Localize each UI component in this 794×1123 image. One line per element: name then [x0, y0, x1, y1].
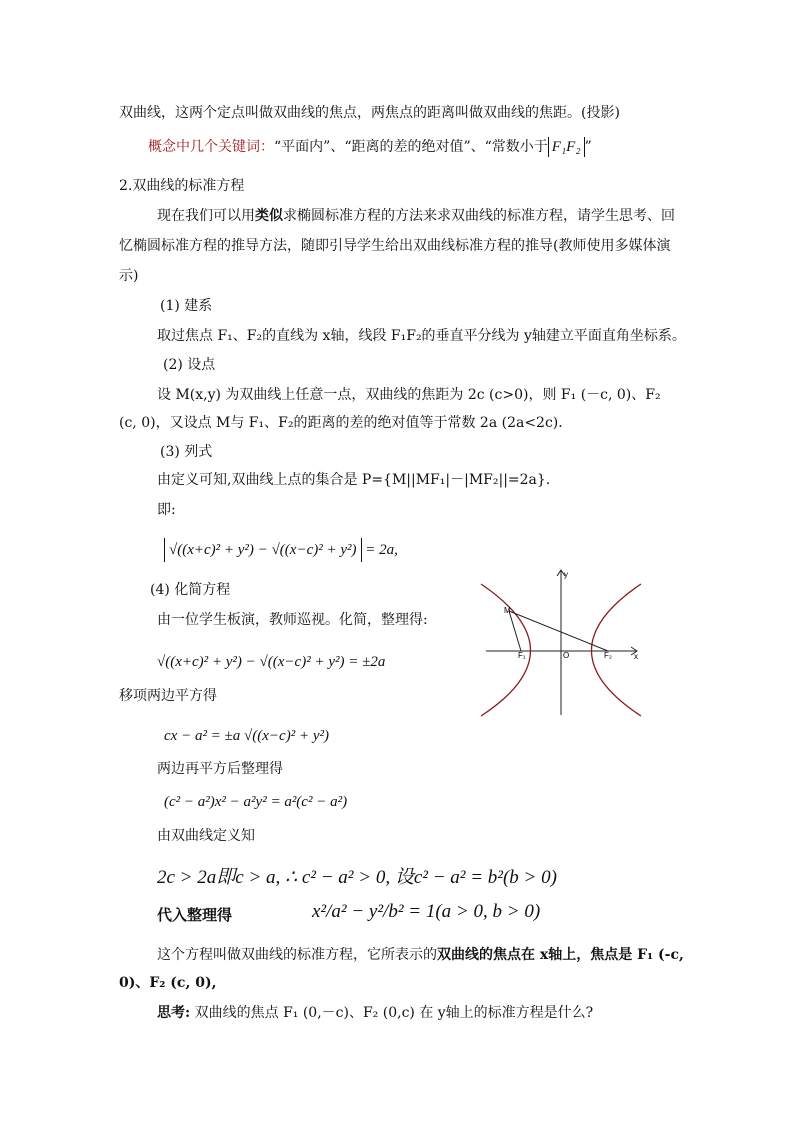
keywords-label: 概念中几个关键词： — [148, 139, 274, 155]
para-intro-line2 — [119, 236, 670, 256]
conclusion-text-bold: 双曲线的焦点在 x轴上，焦点是 F₁ (-c, — [437, 947, 684, 963]
equation-1-term-a: √((x+c)² + y²) — [169, 542, 254, 558]
step2-label: (2) 设点 — [163, 357, 216, 373]
intro-text-line3: 示) — [119, 268, 139, 284]
step3-text — [157, 470, 550, 490]
intro-text-a: 现在我们可以用 — [157, 208, 255, 224]
equation-1 — [164, 538, 398, 562]
step3-label: (3) 列式 — [160, 444, 213, 460]
definition-know-content: 由双曲线定义知 — [157, 828, 255, 844]
equation-5 — [157, 866, 557, 890]
equation-1-rhs: = 2a, — [365, 542, 398, 558]
section-heading-2 — [119, 176, 244, 196]
equation-6-text: x²/a² − y²/b² = 1(a > 0, b > 0) — [312, 901, 541, 922]
step3-ji-text: 即: — [157, 502, 176, 518]
step1-label: (1) 建系 — [160, 298, 213, 314]
think-question — [157, 1003, 593, 1023]
think-text: 双曲线的焦点 F₁ (0,－c)、F₂ (0,c) 在 y轴上的标准方程是什么? — [190, 1005, 594, 1021]
move-square-content: 移项两边平方得 — [119, 688, 217, 704]
label-f2: F₂ — [604, 651, 612, 660]
keywords-text: “平面内”、“距离的差的绝对值”、“常数小于 — [274, 139, 548, 155]
step2-content-line1: 设 M(x,y) 为双曲线上任意一点，双曲线的焦距为 2c (c>0)，则 F₁ (－c, 0)、F₂ — [157, 387, 661, 403]
section-heading-text: 2.双曲线的标准方程 — [119, 178, 245, 194]
step1-text — [157, 326, 686, 346]
keywords-abs-f1f2: F₁F₂ — [548, 137, 585, 157]
equation-5-text: 2c > 2a即c > a, ∴ c² − a² > 0, 设c² − a² = b²(b > 0) — [157, 867, 557, 888]
conclusion-line1 — [157, 945, 684, 965]
step2-text2 — [119, 413, 572, 433]
substitute-text: 代入整理得 — [157, 906, 233, 924]
intro-text-bold: 类似 — [255, 208, 283, 224]
equation-4 — [164, 792, 347, 812]
segment-mf2 — [509, 611, 608, 651]
square-again-text — [157, 759, 283, 779]
hyperbola-right-branch — [592, 584, 642, 716]
para-intro-line1 — [157, 206, 675, 226]
intro-text-line2: 忆椭圆标准方程的推导方法，随即引导学生给出双曲线标准方程的推导(教师使用多媒体演 — [119, 238, 671, 254]
step2-text1 — [157, 385, 661, 405]
label-y: y — [564, 570, 568, 579]
step3-content: 由定义可知,双曲线上点的集合是 P={M||MF₁|－|MF₂||=2a}. — [157, 472, 551, 488]
equation-1-abs — [164, 538, 362, 562]
step3-ji — [157, 500, 176, 520]
para-definition-end — [119, 103, 620, 123]
conclusion-line2 — [119, 973, 216, 993]
step3-heading — [160, 442, 212, 462]
step2-heading — [163, 355, 215, 375]
step2-content-line2: (c, 0)，又设点 M与 F₁、F₂的距离的差的绝对值等于常数 2a (2a<2c)． — [119, 415, 573, 431]
move-square-text — [119, 686, 217, 706]
substitute-label — [157, 905, 232, 925]
definition-know-text — [157, 826, 255, 846]
square-again-content: 两边再平方后整理得 — [157, 761, 283, 777]
hyperbola-left-branch — [481, 584, 531, 716]
hyperbola-graph — [474, 566, 644, 718]
label-origin: O — [563, 651, 570, 660]
equation-2 — [157, 652, 385, 672]
para-keywords — [148, 137, 592, 157]
equation-1-term-c: √((x−c)² + y²) — [271, 542, 357, 558]
step4-content: 由一位学生板演，教师巡视。化简，整理得: — [157, 612, 428, 628]
label-f1: F₁ — [518, 651, 526, 660]
step1-heading — [160, 296, 212, 316]
think-label: 思考: — [157, 1005, 191, 1021]
equation-3 — [164, 726, 329, 746]
equation-3-text: cx − a² = ±a √((x−c)² + y²) — [164, 728, 329, 744]
label-x: x — [634, 652, 638, 661]
step4-label: (4) 化简方程 — [150, 582, 231, 598]
equation-2-text: √((x+c)² + y²) − √((x−c)² + y²) = ±2a — [157, 654, 386, 670]
step1-content: 取过焦点 F₁、F₂的直线为 x轴，线段 F₁F₂的垂直平分线为 y轴建立平面直角坐标系。 — [157, 328, 686, 344]
para-intro-line3 — [119, 266, 138, 286]
step4-heading — [150, 580, 230, 600]
equation-6 — [312, 900, 540, 924]
segment-mf1 — [509, 611, 521, 651]
keywords-close-quote: ” — [584, 139, 592, 155]
conclusion-text-line2: 0)、F₂ (c, 0), — [119, 975, 217, 991]
definition-text: 双曲线，这两个定点叫做双曲线的焦点，两焦点的距离叫做双曲线的焦距。(投影) — [119, 105, 620, 121]
equation-4-text: (c² − a²)x² − a²y² = a²(c² − a²) — [164, 794, 348, 810]
conclusion-text-a: 这个方程叫做双曲线的标准方程，它所表示的 — [157, 947, 437, 963]
intro-text-c: 求椭圆标准方程的方法来求双曲线的标准方程，请学生思考、回 — [283, 208, 675, 224]
label-m: M — [504, 606, 511, 615]
equation-1-minus: − — [257, 542, 268, 558]
step4-text — [157, 610, 428, 630]
